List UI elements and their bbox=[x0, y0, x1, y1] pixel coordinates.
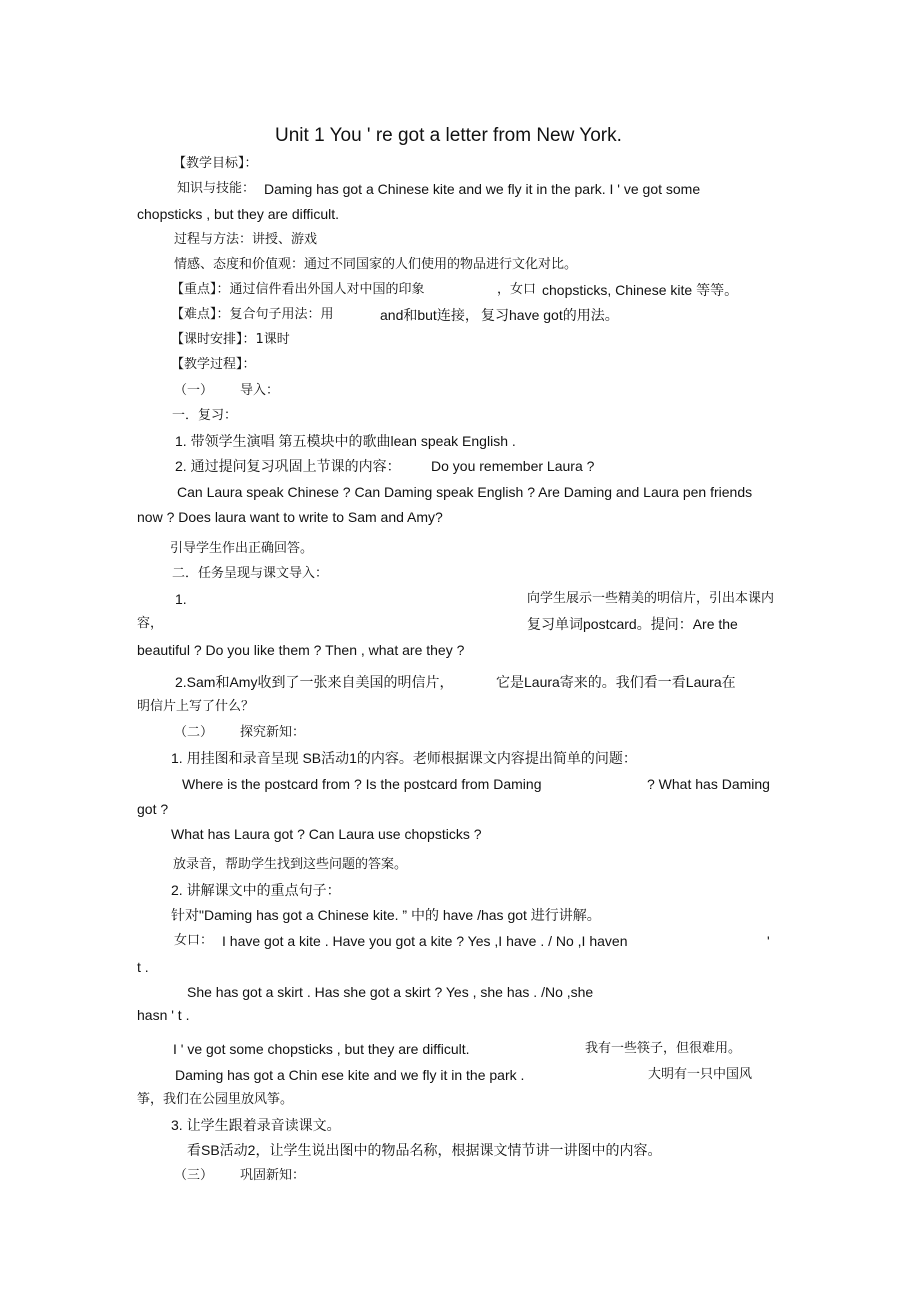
review-heading: 一．复习： bbox=[172, 408, 238, 423]
explain-step-2: 2. 讲解课文中的重点句子： bbox=[171, 882, 341, 898]
example-sentence-2: She has got a skirt . Has she got a skirt ? Yes , she has . /No ,she bbox=[187, 984, 594, 1000]
explore-questions-2: What has Laura got ? Can Laura use chopsticks ? bbox=[171, 826, 482, 842]
explore-step-1: 1. 用挂图和录音呈现 SB活动1的内容。老师根据课文内容提出简单的问题： bbox=[171, 750, 637, 766]
knowledge-skills-label: 知识与技能： bbox=[177, 181, 256, 196]
play-recording-line: 放录音，帮助学生找到这些问题的答案。 bbox=[173, 857, 408, 872]
review-step-1: 1. 带领学生演唱 第五模块中的歌曲lean speak English . bbox=[175, 433, 516, 449]
example-sentence-2-end: hasn ' t . bbox=[137, 1007, 190, 1023]
key-points-label: 【重点】：通过信件看出外国人对中国的印象 bbox=[171, 282, 425, 297]
task-step-2-end: 明信片上写了什么？ bbox=[137, 699, 255, 714]
explore-questions: Where is the postcard from ? Is the postcard from Daming bbox=[182, 776, 542, 792]
section-3-title: 巩固新知： bbox=[240, 1168, 306, 1183]
section-1-title: 导入： bbox=[240, 383, 280, 398]
key-sentence-2: Daming has got a Chin ese kite and we fly it in the park . bbox=[175, 1067, 525, 1083]
review-questions: Can Laura speak Chinese ? Can Daming speak English ? Are Daming and Laura pen friends bbox=[177, 484, 753, 500]
task-step-1-review: 复习单词postcard。提问：Are the bbox=[527, 616, 738, 632]
section-1-number: （一） bbox=[174, 383, 214, 398]
example-sentence-1-apostrophe: ' bbox=[767, 933, 770, 949]
guide-answer-line: 引导学生作出正确回答。 bbox=[170, 541, 314, 556]
key-sentence-2-translation-cont: 筝，我们在公园里放风筝。 bbox=[137, 1092, 294, 1107]
review-step-2-question: Do you remember Laura ? bbox=[431, 458, 595, 474]
explore-questions-cont: ? What has Daming bbox=[647, 776, 770, 792]
knowledge-skills-text-cont: chopsticks , but they are difficult. bbox=[137, 206, 340, 222]
task-step-2-cont: 它是Laura寄来的。我们看一看Laura在 bbox=[496, 674, 736, 690]
process-method-line: 过程与方法：讲授、游戏 bbox=[174, 232, 318, 247]
explain-have-got: 针对"Daming has got a Chinese kite. ” 中的 have /has got 进行讲解。 bbox=[171, 907, 601, 923]
task-step-1-number: 1. bbox=[175, 591, 187, 607]
key-points-example: chopsticks, Chinese kite 等等。 bbox=[542, 282, 739, 298]
difficult-points-review: 复习have got的用法。 bbox=[481, 307, 619, 323]
task-step-1-text-cont: 容， bbox=[137, 616, 164, 631]
key-sentence-1: I ' ve got some chopsticks , but they are difficult. bbox=[173, 1041, 470, 1057]
page-title: Unit 1 You ' re got a letter from New York. bbox=[275, 125, 622, 146]
section-2-title: 探究新知： bbox=[240, 725, 306, 740]
task-step-1-text: 向学生展示一些精美的明信片，引出本课内 bbox=[527, 591, 775, 606]
key-sentence-1-translation: 我有一些筷子，但很难用。 bbox=[585, 1041, 742, 1056]
task-step-2: 2.Sam和Amy收到了一张来自美国的明信片， bbox=[175, 674, 454, 690]
review-step-2: 2. 通过提问复习巩固上节课的内容： bbox=[175, 458, 401, 474]
teaching-process-heading: 【教学过程】： bbox=[171, 357, 256, 372]
key-sentence-2-translation: 大明有一只中国风 bbox=[648, 1067, 753, 1082]
schedule-line: 【课时安排】：1课时 bbox=[171, 332, 290, 347]
section-3-number: （三） bbox=[174, 1168, 214, 1183]
key-points-example-label: ，女口 bbox=[497, 282, 537, 297]
task-step-1-questions: beautiful ? Do you like them ? Then , what are they ? bbox=[137, 642, 465, 658]
explore-questions-end: got ? bbox=[137, 801, 169, 817]
review-questions-cont: now ? Does laura want to write to Sam and Amy? bbox=[137, 509, 443, 525]
example-label: 女口： bbox=[174, 933, 214, 948]
task-intro-heading: 二．任务呈现与课文导入： bbox=[172, 566, 329, 581]
example-sentence-1-end: t . bbox=[137, 959, 149, 975]
sb-activity-2-line: 看SB活动2，让学生说出图中的物品名称，根据课文情节讲一讲图中的内容。 bbox=[187, 1142, 662, 1158]
knowledge-skills-text: Daming has got a Chinese kite and we fly it in the park. I ' ve got some bbox=[264, 181, 701, 197]
section-2-number: （二） bbox=[174, 725, 214, 740]
example-sentence-1: I have got a kite . Have you got a kite ? Yes ,I have . / No ,I haven bbox=[222, 933, 628, 949]
teaching-goals-heading: 【教学目标】： bbox=[173, 156, 258, 171]
difficult-points-label: 【难点】：复合句子用法：用 bbox=[171, 307, 334, 322]
attitude-values-line: 情感、态度和价值观：通过不同国家的人们使用的物品进行文化对比。 bbox=[174, 257, 578, 272]
difficult-points-text: and和but连接， bbox=[380, 307, 479, 323]
read-along-step-3: 3. 让学生跟着录音读课文。 bbox=[171, 1117, 341, 1133]
